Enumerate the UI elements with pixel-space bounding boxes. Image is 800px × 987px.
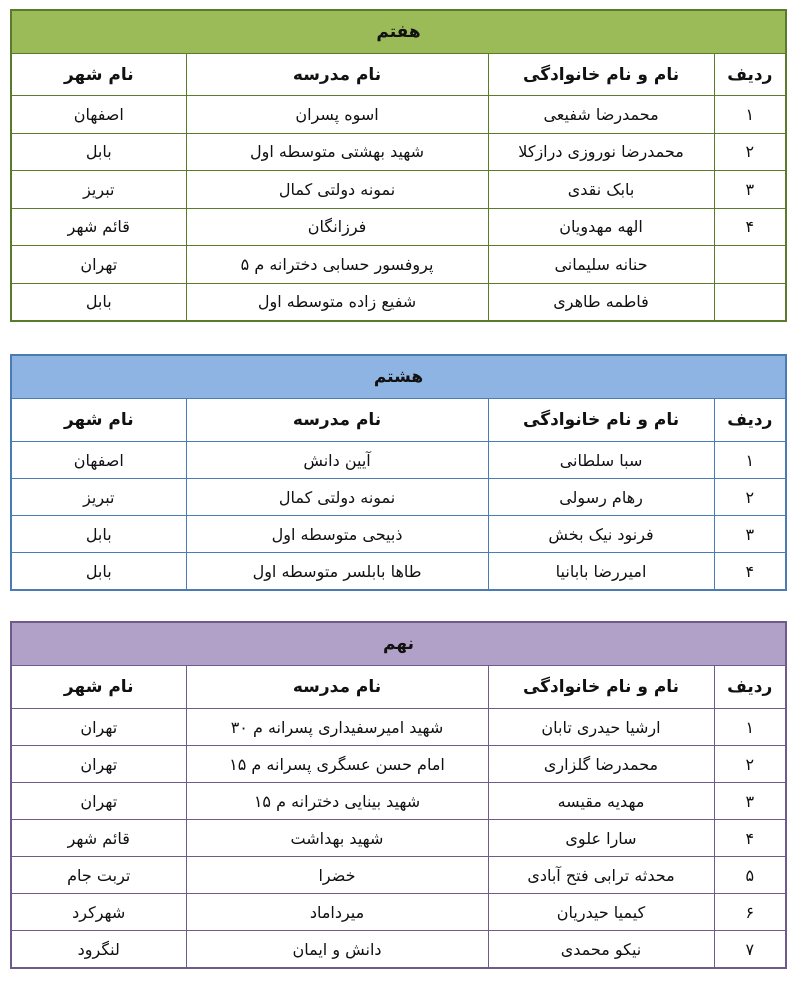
table-row <box>11 820 786 857</box>
cell-index: ۲ <box>714 479 786 516</box>
cell-name: حنانه سلیمانی <box>488 246 714 284</box>
cell-name: فرنود نیک بخش <box>488 516 714 553</box>
cell-index: ۴ <box>714 208 786 246</box>
cell-school: پروفسور حسابی دخترانه م ۵ <box>186 246 488 284</box>
cell-city: اصفهان <box>11 96 186 134</box>
header-row <box>11 399 786 442</box>
cell-index: ۱ <box>714 442 786 479</box>
grade7-table <box>10 9 787 322</box>
cell-name: رهام رسولی <box>488 479 714 516</box>
cell-name: کیمیا حیدریان <box>488 894 714 931</box>
cell-name: سارا علوی <box>488 820 714 857</box>
cell-city: بابل <box>11 553 186 591</box>
cell-school: اسوه پسران <box>186 96 488 134</box>
col-header-school: نام مدرسه <box>186 54 488 96</box>
cell-name: ارشیا حیدری تابان <box>488 709 714 746</box>
table-row <box>11 516 786 553</box>
cell-city: تبریز <box>11 479 186 516</box>
cell-name: محدثه ترابی فتح آبادی <box>488 857 714 894</box>
col-header-city: نام شهر <box>11 54 186 96</box>
cell-name: مهدیه مقیسه <box>488 783 714 820</box>
col-header-school: نام مدرسه <box>186 399 488 442</box>
table-row <box>11 171 786 209</box>
header-row <box>11 54 786 96</box>
grade9-title: نهم <box>11 622 786 666</box>
cell-index: ۳ <box>714 516 786 553</box>
table-row <box>11 208 786 246</box>
cell-school: شهید بینایی دخترانه م ۱۵ <box>186 783 488 820</box>
col-header-city: نام شهر <box>11 399 186 442</box>
cell-city: بابل <box>11 516 186 553</box>
cell-name: الهه مهدویان <box>488 208 714 246</box>
cell-name: امیررضا بابانیا <box>488 553 714 591</box>
col-header-school: نام مدرسه <box>186 666 488 709</box>
cell-city: قائم شهر <box>11 820 186 857</box>
cell-index: ۱ <box>714 709 786 746</box>
grade9-table <box>10 621 787 969</box>
cell-index <box>714 246 786 284</box>
cell-index: ۴ <box>714 553 786 591</box>
cell-school: طاها بابلسر متوسطه اول <box>186 553 488 591</box>
col-header-name: نام و نام خانوادگی <box>488 666 714 709</box>
cell-index: ۳ <box>714 171 786 209</box>
cell-name: بابک نقدی <box>488 171 714 209</box>
table-row <box>11 894 786 931</box>
table-row <box>11 479 786 516</box>
cell-index: ۷ <box>714 931 786 969</box>
cell-school: فرزانگان <box>186 208 488 246</box>
grade7-title: هفتم <box>11 10 786 54</box>
col-header-city: نام شهر <box>11 666 186 709</box>
cell-index <box>714 283 786 321</box>
cell-index: ۵ <box>714 857 786 894</box>
cell-school: خضرا <box>186 857 488 894</box>
cell-school: شهید بهشتی متوسطه اول <box>186 133 488 171</box>
cell-school: آیین دانش <box>186 442 488 479</box>
grade8-table <box>10 354 787 591</box>
col-header-index: ردیف <box>714 399 786 442</box>
cell-school: شهید بهداشت <box>186 820 488 857</box>
cell-school: شفیع زاده متوسطه اول <box>186 283 488 321</box>
cell-school: امام حسن عسگری پسرانه م ۱۵ <box>186 746 488 783</box>
cell-city: قائم شهر <box>11 208 186 246</box>
table-row <box>11 283 786 321</box>
cell-name: محمدرضا شفیعی <box>488 96 714 134</box>
cell-school: نمونه دولتی کمال <box>186 479 488 516</box>
cell-school: نمونه دولتی کمال <box>186 171 488 209</box>
table-row <box>11 133 786 171</box>
table-row <box>11 931 786 969</box>
cell-index: ۶ <box>714 894 786 931</box>
header-row <box>11 666 786 709</box>
cell-name: سبا سلطانی <box>488 442 714 479</box>
cell-index: ۳ <box>714 783 786 820</box>
cell-school: ذبیحی متوسطه اول <box>186 516 488 553</box>
col-header-index: ردیف <box>714 666 786 709</box>
col-header-name: نام و نام خانوادگی <box>488 54 714 96</box>
cell-city: تهران <box>11 783 186 820</box>
cell-city: شهرکرد <box>11 894 186 931</box>
table-row <box>11 746 786 783</box>
cell-city: تربت جام <box>11 857 186 894</box>
table-row <box>11 442 786 479</box>
table-row <box>11 553 786 591</box>
table-row <box>11 783 786 820</box>
cell-city: تبریز <box>11 171 186 209</box>
grade8-title: هشتم <box>11 355 786 399</box>
table-row <box>11 96 786 134</box>
table-row <box>11 857 786 894</box>
cell-index: ۲ <box>714 746 786 783</box>
table-row <box>11 709 786 746</box>
cell-city: بابل <box>11 133 186 171</box>
cell-city: لنگرود <box>11 931 186 969</box>
cell-name: فاطمه طاهری <box>488 283 714 321</box>
col-header-index: ردیف <box>714 54 786 96</box>
cell-city: بابل <box>11 283 186 321</box>
cell-city: تهران <box>11 746 186 783</box>
cell-city: اصفهان <box>11 442 186 479</box>
cell-school: شهید امیرسفیداری پسرانه م ۳۰ <box>186 709 488 746</box>
cell-index: ۱ <box>714 96 786 134</box>
table-row <box>11 246 786 284</box>
cell-name: محمدرضا گلزاری <box>488 746 714 783</box>
cell-school: میرداماد <box>186 894 488 931</box>
cell-school: دانش و ایمان <box>186 931 488 969</box>
cell-name: محمدرضا نوروزی درازکلا <box>488 133 714 171</box>
col-header-name: نام و نام خانوادگی <box>488 399 714 442</box>
cell-index: ۴ <box>714 820 786 857</box>
cell-name: نیکو محمدی <box>488 931 714 969</box>
cell-index: ۲ <box>714 133 786 171</box>
cell-city: تهران <box>11 246 186 284</box>
cell-city: تهران <box>11 709 186 746</box>
